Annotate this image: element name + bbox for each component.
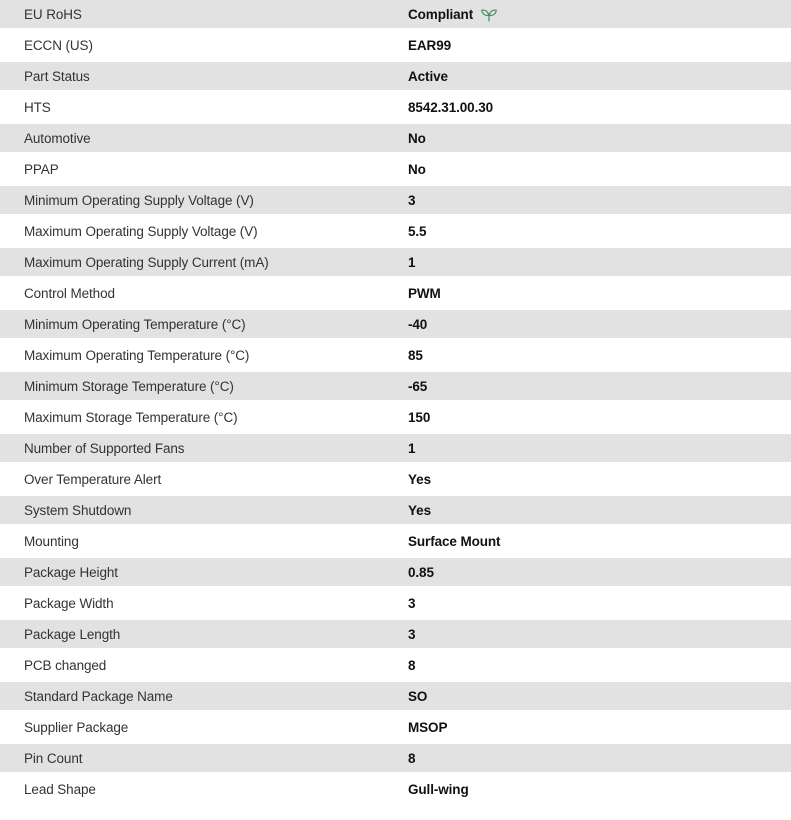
attribute-label: Minimum Storage Temperature (°C) [24,378,234,394]
table-row [0,248,791,276]
table-row [0,775,791,803]
attribute-value-cell [408,193,791,208]
attribute-value-cell [408,503,791,518]
attribute-value: Yes [408,502,431,518]
attribute-label: Control Method [24,285,115,301]
attribute-label: Supplier Package [24,719,129,735]
attribute-value-cell [408,379,791,394]
attribute-label: PPAP [24,161,59,177]
attribute-value-cell [408,720,791,735]
table-row [0,589,791,617]
table-row [0,372,791,400]
attribute-label: Number of Supported Fans [24,440,185,456]
attribute-value: 5.5 [408,223,427,239]
table-row [0,341,791,369]
table-row [0,0,791,28]
attribute-label: ECCN (US) [24,37,93,53]
attribute-label: EU RoHS [24,6,82,22]
attribute-label: PCB changed [24,657,107,673]
attribute-value: -40 [408,316,428,332]
attribute-label: Pin Count [24,750,83,766]
attribute-value-cell [408,6,791,23]
attribute-value: 85 [408,347,423,363]
attribute-value-cell [408,410,791,425]
attribute-value-cell [408,751,791,766]
table-row [0,527,791,555]
attribute-value-cell [408,317,791,332]
attribute-label: Maximum Operating Supply Current (mA) [24,254,269,270]
table-row [0,465,791,493]
attribute-value-cell [408,131,791,146]
table-row [0,713,791,741]
attribute-value-cell [408,38,791,53]
attribute-value-cell [408,565,791,580]
table-row [0,403,791,431]
attribute-value-cell [408,534,791,549]
table-row [0,93,791,121]
attribute-label: Maximum Operating Supply Voltage (V) [24,223,258,239]
attribute-value: Compliant [408,6,474,22]
attribute-label: Package Width [24,595,114,611]
attribute-value-cell [408,162,791,177]
table-row [0,62,791,90]
attribute-label: Minimum Operating Temperature (°C) [24,316,246,332]
attribute-value: No [408,161,426,177]
attribute-value: 1 [408,440,416,456]
attribute-value-cell [408,472,791,487]
table-row [0,434,791,462]
attribute-value-cell [408,658,791,673]
attribute-value: 8 [408,750,416,766]
attribute-value: 3 [408,626,416,642]
attribute-value: Yes [408,471,431,487]
attribute-label: Maximum Storage Temperature (°C) [24,409,238,425]
attribute-value: EAR99 [408,37,452,53]
attribute-value: 150 [408,409,431,425]
attribute-value: MSOP [408,719,448,735]
attribute-label: Standard Package Name [24,688,173,704]
attribute-value-cell [408,782,791,797]
table-row [0,496,791,524]
attribute-value: No [408,130,426,146]
attribute-value-cell [408,286,791,301]
attribute-value: SO [408,688,428,704]
attribute-value: 3 [408,595,416,611]
table-row [0,310,791,338]
attribute-value-cell [408,441,791,456]
table-row [0,279,791,307]
attribute-label: HTS [24,99,51,115]
attribute-value: 8542.31.00.30 [408,99,494,115]
attribute-label: Lead Shape [24,781,96,797]
attribute-value: 8 [408,657,416,673]
attribute-value: 1 [408,254,416,270]
table-row [0,558,791,586]
seedling-leaf-icon [480,7,498,23]
attribute-label: Part Status [24,68,90,84]
table-row [0,186,791,214]
attribute-value-cell [408,224,791,239]
attribute-label: Automotive [24,130,91,146]
table-row [0,155,791,183]
attribute-label: System Shutdown [24,502,132,518]
attribute-value: PWM [408,285,441,301]
attribute-label: Package Height [24,564,118,580]
attribute-value: -65 [408,378,428,394]
attribute-label: Over Temperature Alert [24,471,162,487]
attribute-value-cell [408,689,791,704]
table-row [0,217,791,245]
attribute-value: Surface Mount [408,533,501,549]
table-row [0,620,791,648]
attribute-value: Active [408,68,448,84]
attribute-value: 3 [408,192,416,208]
table-row [0,124,791,152]
attribute-label: Package Length [24,626,121,642]
attribute-value-cell [408,627,791,642]
attribute-value-cell [408,100,791,115]
attribute-value: Gull-wing [408,781,469,797]
attribute-label: Mounting [24,533,79,549]
table-row [0,744,791,772]
attribute-label: Maximum Operating Temperature (°C) [24,347,250,363]
table-row [0,651,791,679]
table-row [0,682,791,710]
table-row [0,31,791,59]
attribute-value-cell [408,255,791,270]
attribute-value: 0.85 [408,564,434,580]
attribute-label: Minimum Operating Supply Voltage (V) [24,192,254,208]
attribute-value-cell [408,596,791,611]
attribute-value-cell [408,69,791,84]
attribute-value-cell [408,348,791,363]
